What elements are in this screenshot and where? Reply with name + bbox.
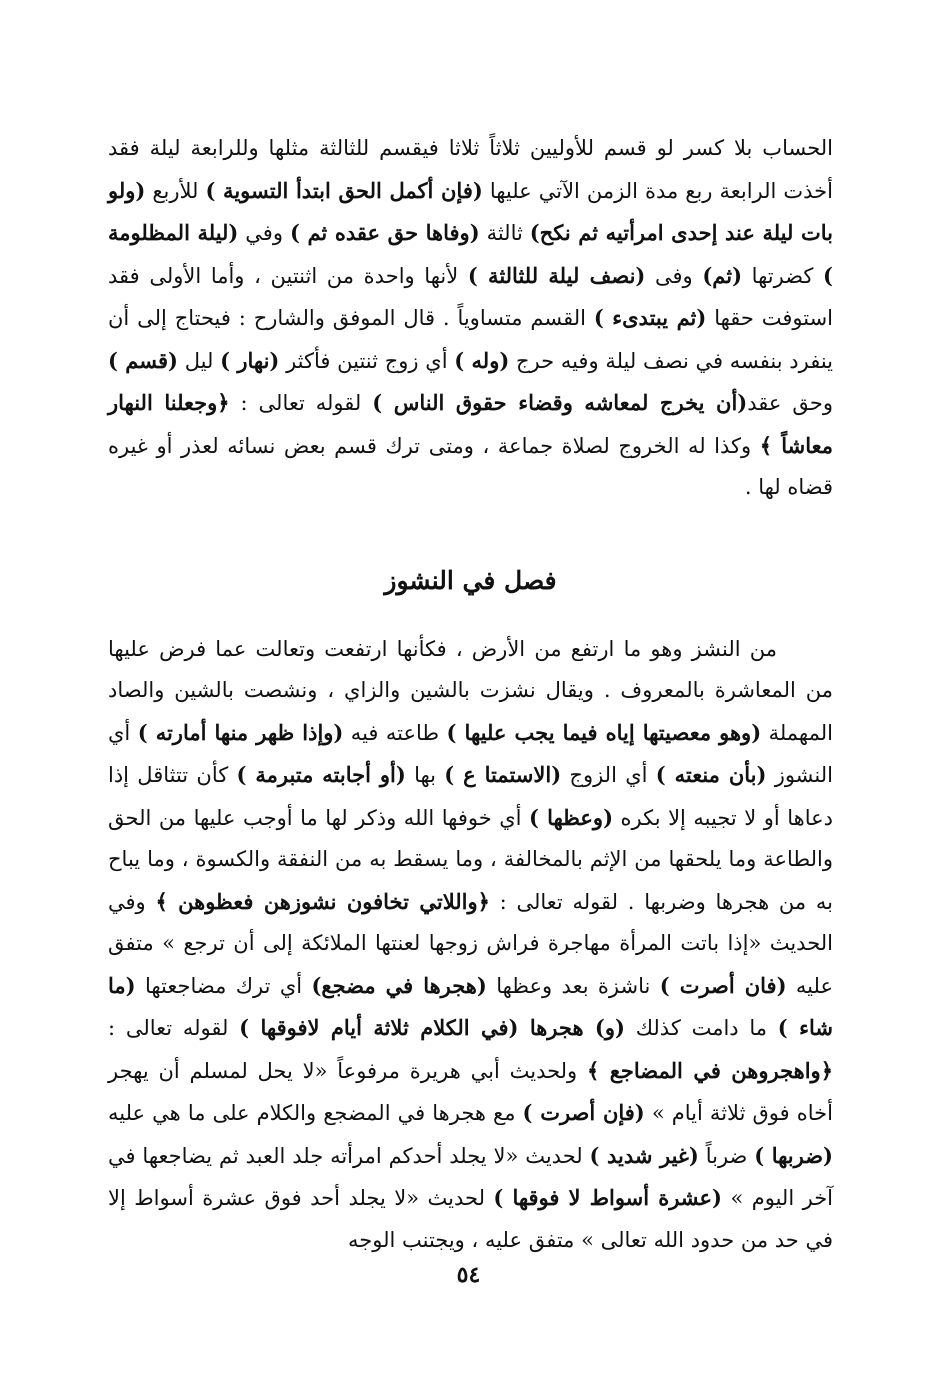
text-run: لقوله تعالى : bbox=[108, 1016, 240, 1040]
text-run: لقوله تعالى : bbox=[229, 391, 373, 415]
text-run: ناشزة بعد وعظها bbox=[486, 973, 660, 998]
text-run: القسم متساوياً . قال الموفق والشارح : فيحتاج إلى أن ينفرد بنفسه في نصف ليلة وفيه حرج bbox=[108, 306, 834, 373]
text-run: لأنها واحدة من اثنتين ، وأما الأولى فقد استوفت حقها bbox=[108, 263, 834, 330]
bold-text-run: (وفاها حق عقده ثم ) bbox=[289, 220, 480, 245]
bold-text-run: (ولو بات ليلة عند إحدى امرأتيه ثم نكح) bbox=[108, 177, 833, 245]
bold-text-run: (ليلة المظلومة ) bbox=[108, 220, 833, 288]
text-run: كأن تتثاقل إذا دعاها أو لا تجيبه إلا بكره bbox=[108, 763, 833, 830]
bold-text-run: (نصف ليلة للثالثة ) bbox=[467, 262, 646, 288]
text-run: أي الزوج bbox=[561, 763, 656, 787]
bold-text-run: (نهار ) bbox=[220, 347, 280, 373]
text-run: ضرباً bbox=[698, 1143, 755, 1168]
text-run: وحق عقد bbox=[747, 391, 833, 415]
bold-text-run: (ما شاء ) bbox=[108, 972, 833, 1040]
text-run: أي زوج ثنتين فأكثر bbox=[279, 348, 455, 373]
text-run: كضرتها bbox=[742, 263, 824, 288]
text-run: طاعته فيه bbox=[343, 720, 447, 745]
bold-text-run: (وله ) bbox=[454, 347, 510, 373]
text-run: وفي الحديث «إذا باتت المرأة مهاجرة فراش زوجها لعنتها الملائكة إلى أن ترجع » متفق عليه bbox=[108, 889, 833, 998]
text-run: أي النشوز bbox=[108, 720, 833, 787]
text-run: ولحديث أبي هريرة مرفوعاً «لا يحل لمسلم أن يهجر أخاه فوق ثلاثة أيام » bbox=[108, 1058, 833, 1125]
text-run: أي ترك مضاجعتها bbox=[135, 973, 312, 998]
bold-text-run: (عشرة أسواط لا فوقها ) bbox=[493, 1185, 722, 1210]
bold-text-run: (هجرها في مضجع) bbox=[311, 972, 487, 998]
text-run: للأربع bbox=[145, 178, 206, 203]
bold-text-run: (فإن أكمل الحق ابتدأ التسوية ) bbox=[205, 177, 483, 203]
bold-text-run: (أو أجابته متبرمة ) bbox=[236, 762, 406, 787]
text-run: ثالثة bbox=[479, 221, 530, 245]
section-heading: فصل في النشوز bbox=[384, 565, 557, 595]
bold-text-run: (فان أصرت ) bbox=[659, 972, 787, 998]
bold-text-run: (وعظها ) bbox=[529, 804, 614, 830]
text-run: أي خوفها الله وذكر لها ما أوجب عليها من الحق والطاعة وما يلحقها من الإثم بالمخالفة ، وما يسقط به من النفقة والكسوة ، وما يباح به من هجرها وضربها . لقوله تعالى : bbox=[108, 805, 833, 914]
text-run: وفى bbox=[645, 263, 703, 288]
paragraph-2 bbox=[108, 629, 833, 1262]
bold-text-run: ﴿واللاتي تخافون نشوزهن فعظوهن ﴾ bbox=[155, 888, 490, 914]
bold-text-run: (غير شديد ) bbox=[589, 1142, 699, 1168]
paragraph-1 bbox=[108, 128, 833, 509]
bold-text-run: (ثم) bbox=[702, 262, 743, 288]
bold-text-run: (و) هجرها (في الكلام ثلاثة أيام لافوقها ) bbox=[239, 1015, 625, 1040]
bold-text-run: (فإن أصرت ) bbox=[522, 1100, 645, 1125]
bold-text-run: ﴿واهجروهن في المضاجع ﴾ bbox=[587, 1057, 834, 1083]
text-run: وفي bbox=[238, 221, 290, 245]
bold-text-run: (وهو معصيتها إياه فيما يجب عليها ) bbox=[446, 719, 762, 745]
text-run: من النشز وهو ما ارتفع من الأرض ، فكأنها ارتفعت وتعالت عما فرض عليها من المعاشرة بالمعروف . ويقال نشزت بالشين والزاي ، ونشصت بالشين والصاد المهملة bbox=[108, 636, 833, 745]
text-run: بها bbox=[405, 763, 445, 787]
bold-text-run: (بأن منعته ) bbox=[655, 762, 767, 787]
bold-text-run: (أن يخرج لمعاشه وقضاء حقوق الناس ) bbox=[372, 390, 748, 415]
page-number: ٥٤ bbox=[456, 1262, 481, 1288]
page-body bbox=[108, 128, 833, 1261]
text-run: لحديث «لا يجلد أحد فوق عشرة أسواط إلا في حد من حدود الله تعالى » متفق عليه ، ويجتنب الوجه bbox=[108, 1186, 833, 1252]
text-run: مع هجرها في المضجع والكلام على ما هي عليه bbox=[108, 1101, 523, 1125]
text-run: ما دامت كذلك bbox=[624, 1016, 778, 1040]
bold-text-run: (ثم يبتدىء ) bbox=[593, 305, 707, 330]
text-run: وكذا له الخروج لصلاة جماعة ، ومتى ترك قسم بعض نسائه لعذر أو غيره قضاه لها . bbox=[108, 433, 833, 499]
bold-text-run: (ضربها ) bbox=[754, 1142, 833, 1168]
bold-text-run: (الاستمتا ع ) bbox=[444, 762, 562, 787]
text-run: لحديث «لا يجلد أحدكم امرأته جلد العبد ثم يضاجعها في آخر اليوم » bbox=[108, 1143, 834, 1210]
text-run: ليل bbox=[177, 348, 221, 373]
bold-text-run: (وإذا ظهر منها أمارته ) bbox=[137, 719, 344, 745]
bold-text-run: (قسم ) bbox=[108, 347, 178, 373]
text-run: الحساب بلا كسر لو قسم للأوليين ثلاثاً ثلاثا فيقسم للثالثة مثلها وللرابعة ليلة فقد أخذت الرابعة ربع مدة الزمن الآتي عليها bbox=[108, 136, 833, 203]
bold-text-run: ﴿وجعلنا النهار معاشاً ﴾ bbox=[108, 390, 833, 458]
